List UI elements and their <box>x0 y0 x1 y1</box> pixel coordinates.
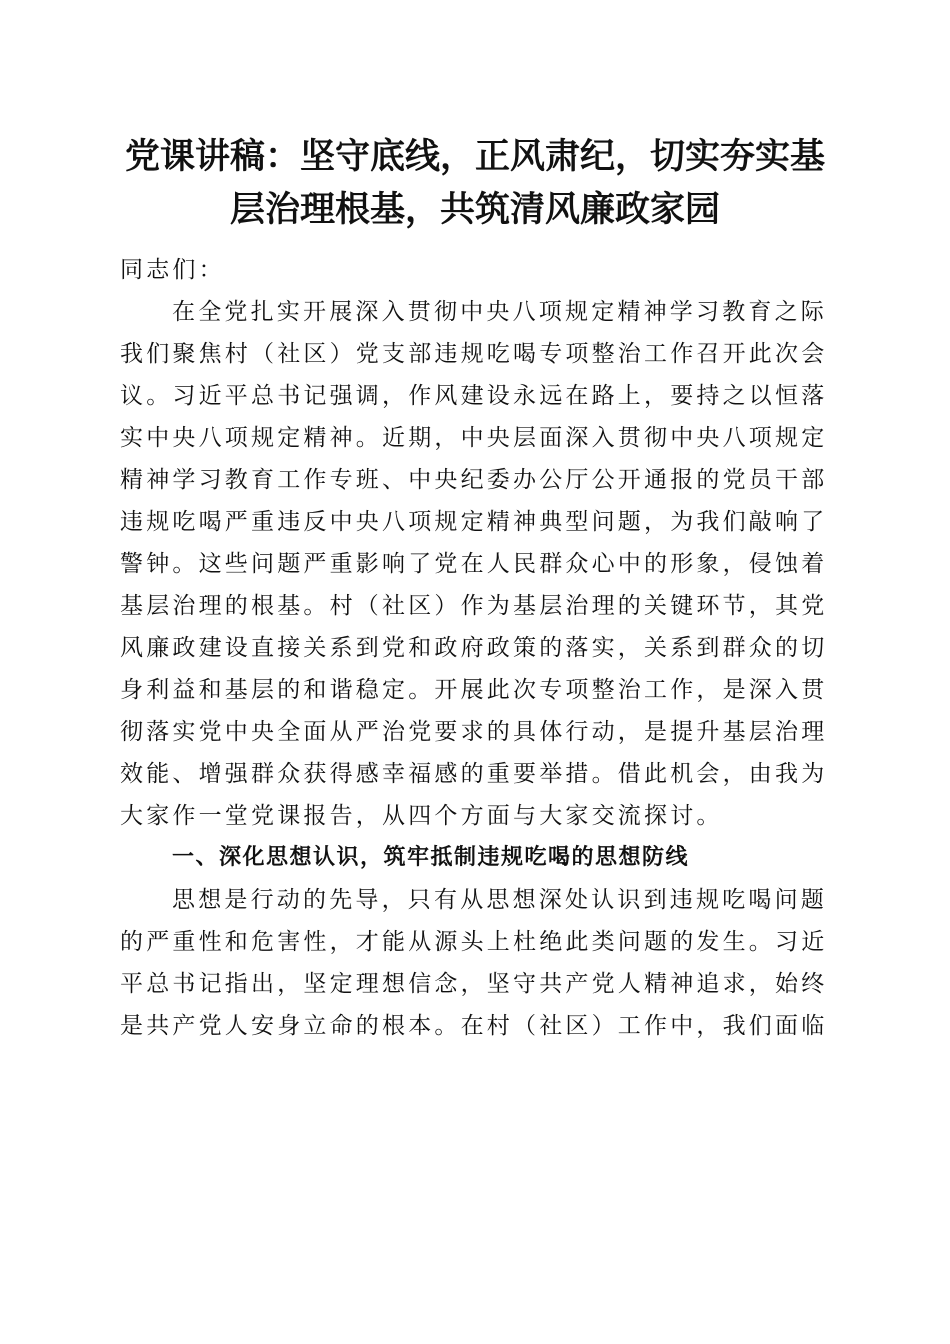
paragraph-line: 我们聚焦村（社区）党支部违规吃喝专项整治工作召开此次会 <box>120 341 828 367</box>
document-body <box>120 249 832 1047</box>
paragraph-2 <box>120 879 832 1047</box>
title-line-2: 层治理根基，共筑清风廉政家园 <box>229 189 720 230</box>
paragraph-line: 效能、增强群众获得感幸福感的重要举措。借此机会，由我为 <box>120 761 828 787</box>
paragraph-1 <box>120 291 832 837</box>
paragraph-line: 精神学习教育工作专班、中央纪委办公厅公开通报的党员干部 <box>120 467 828 493</box>
document-title <box>100 130 850 236</box>
section-1-heading: 一、深化思想认识，筑牢抵制违规吃喝的思想防线 <box>172 845 690 870</box>
title-line-1: 党课讲稿：坚守底线，正风肃纪，切实夯实基 <box>124 136 825 177</box>
paragraph-line: 的严重性和危害性，才能从源头上杜绝此类问题的发生。习近 <box>120 929 828 955</box>
paragraph-line: 大家作一堂党课报告，从四个方面与大家交流探讨。 <box>120 803 723 829</box>
paragraph-line: 违规吃喝严重违反中央八项规定精神典型问题，为我们敲响了 <box>120 509 828 535</box>
paragraph-line: 基层治理的根基。村（社区）作为基层治理的关键环节，其党 <box>120 593 828 619</box>
paragraph-line: 实中央八项规定精神。近期，中央层面深入贯彻中央八项规定 <box>120 425 828 451</box>
paragraph-line: 风廉政建设直接关系到党和政府政策的落实，关系到群众的切 <box>120 635 828 661</box>
paragraph-line: 身利益和基层的和谐稳定。开展此次专项整治工作，是深入贯 <box>120 677 828 703</box>
paragraph-line: 警钟。这些问题严重影响了党在人民群众心中的形象，侵蚀着 <box>120 551 828 577</box>
paragraph-line: 议。习近平总书记强调，作风建设永远在路上，要持之以恒落 <box>120 383 828 409</box>
paragraph-line: 平总书记指出，坚定理想信念，坚守共产党人精神追求，始终 <box>120 971 828 997</box>
paragraph-line: 是共产党人安身立命的根本。在村（社区）工作中，我们面临 <box>120 1013 828 1039</box>
paragraph-line: 在全党扎实开展深入贯彻中央八项规定精神学习教育之际 <box>172 299 827 325</box>
salutation: 同志们： <box>120 257 225 283</box>
paragraph-line: 彻落实党中央全面从严治党要求的具体行动，是提升基层治理 <box>120 719 828 745</box>
paragraph-line: 思想是行动的先导，只有从思想深处认识到违规吃喝问题 <box>172 887 827 913</box>
